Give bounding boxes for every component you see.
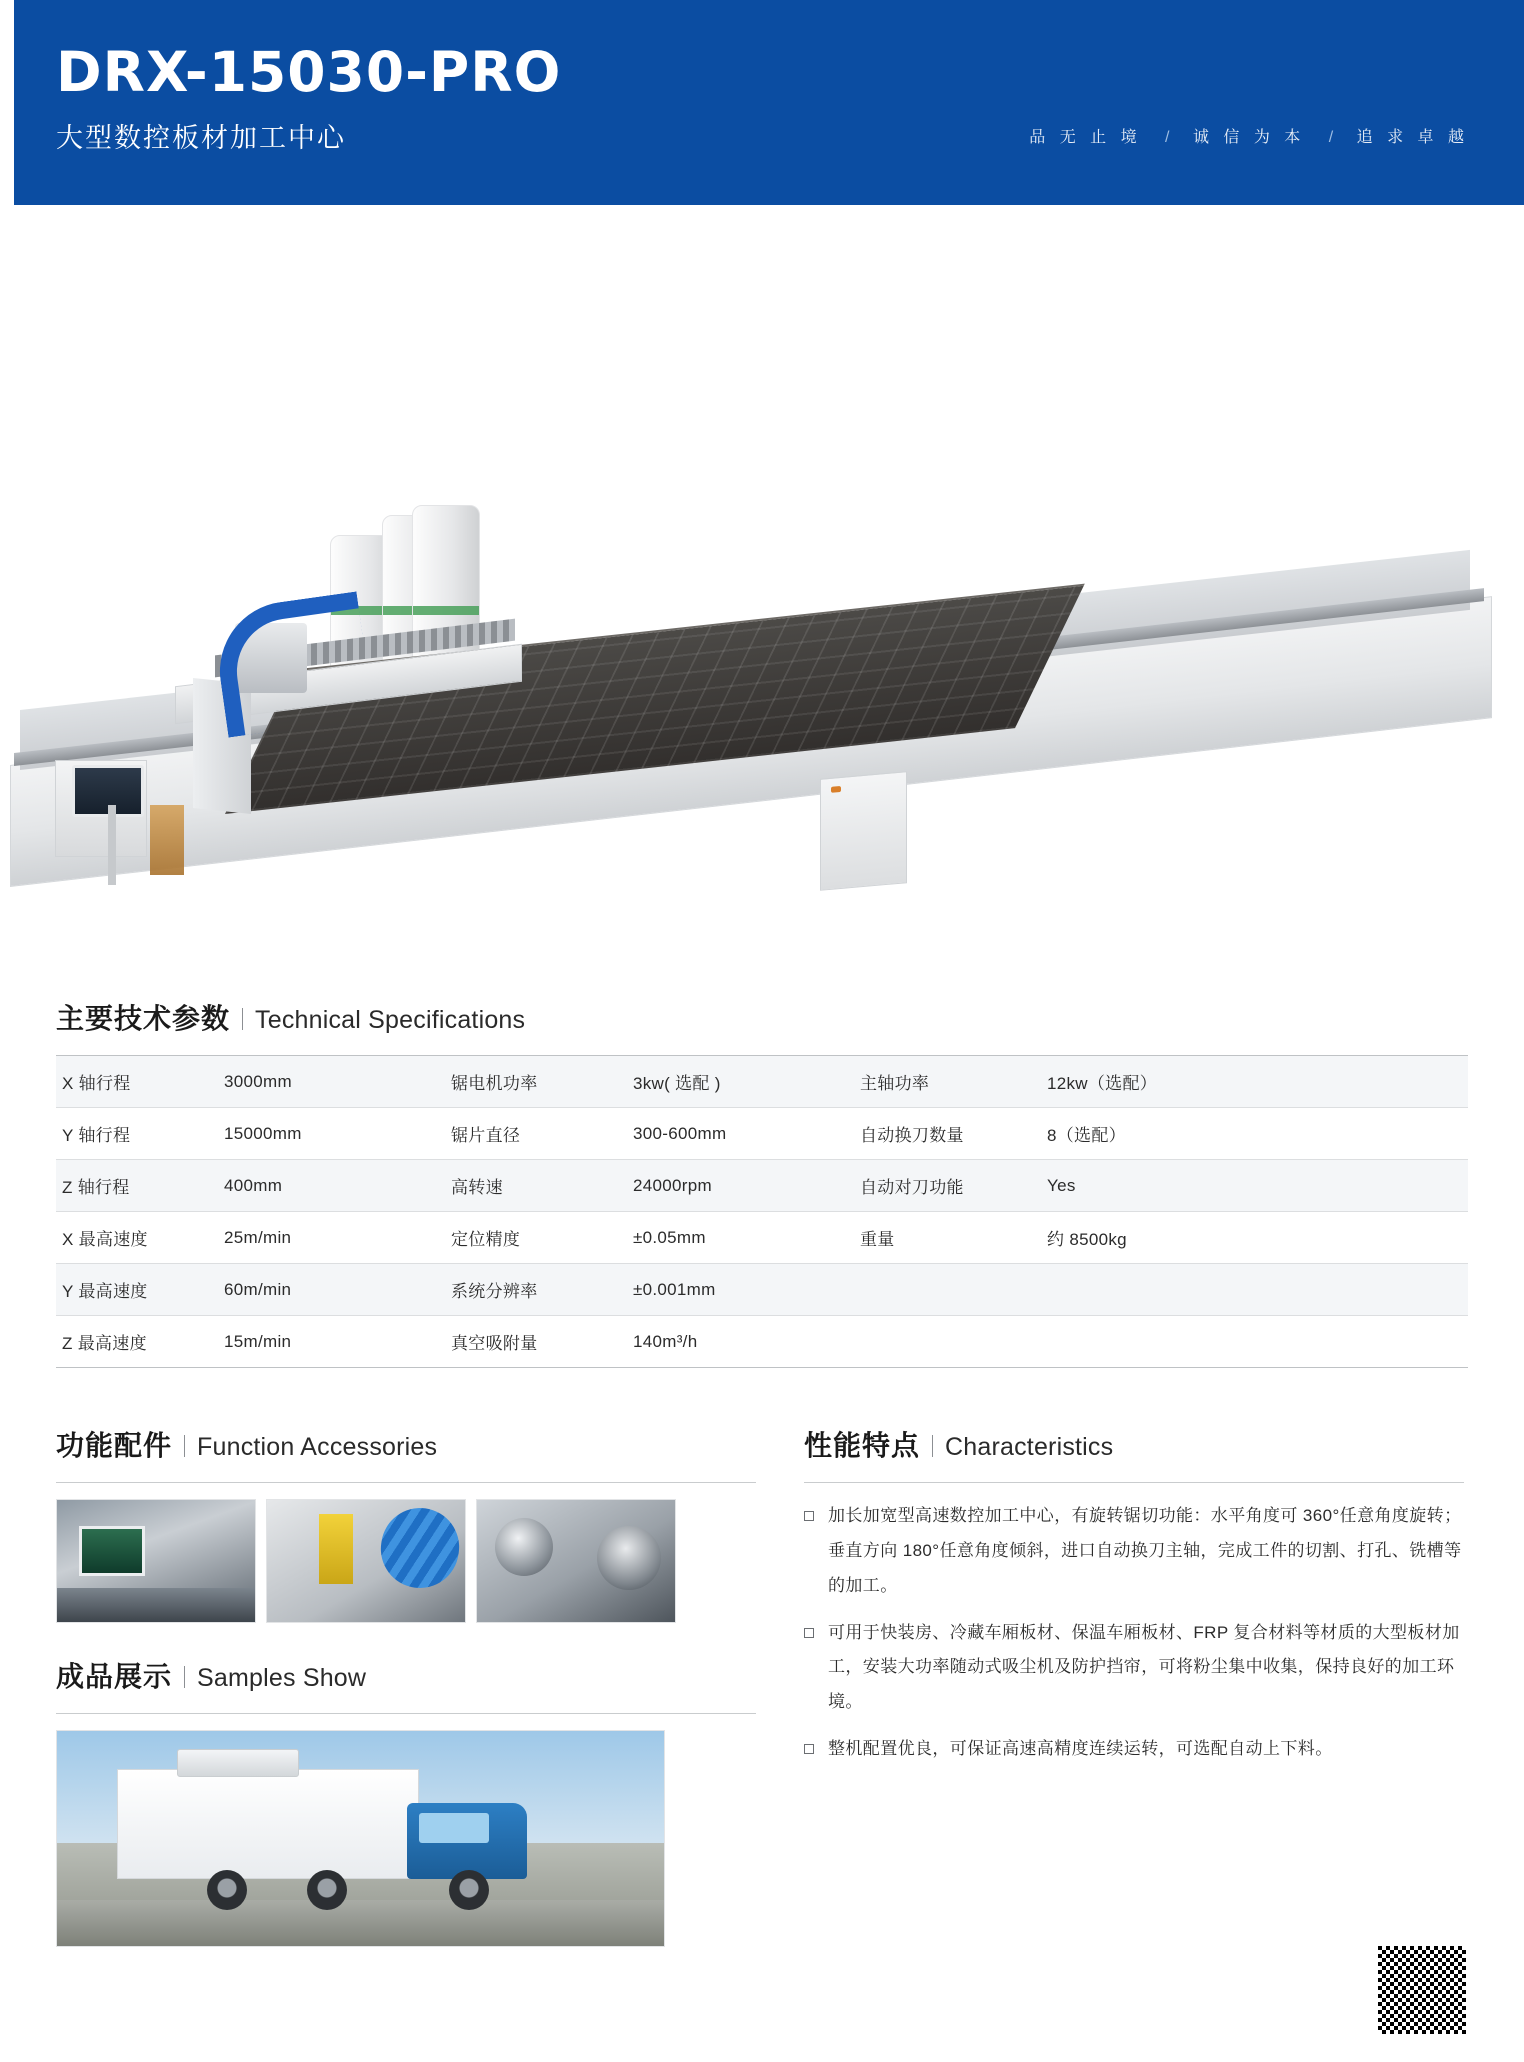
list-item bbox=[804, 1499, 1464, 1604]
amber-panel bbox=[150, 805, 184, 875]
slogan-part-3: 追 求 卓 越 bbox=[1356, 128, 1469, 146]
electrical-cabinet bbox=[820, 771, 907, 891]
spec-key: 锯电机功率 bbox=[451, 1074, 538, 1093]
samples-heading-en: Samples Show bbox=[197, 1664, 367, 1692]
accessories-heading bbox=[56, 1424, 756, 1464]
slogan-part-2: 诚 信 为 本 bbox=[1192, 128, 1306, 146]
accessory-thumbnail-tool-holders bbox=[476, 1499, 676, 1623]
list-item-text: 加长加宽型高速数控加工中心，有旋转锯切功能：水平角度可 360°任意角度旋转；垂直方向 180°任意角度倾斜，进口自动换刀主轴，完成工件的切割、打孔、铣槽等的加工。 bbox=[828, 1506, 1462, 1595]
spec-value: 约 8500kg bbox=[1047, 1230, 1127, 1249]
accessories-rule bbox=[56, 1482, 756, 1483]
heading-divider bbox=[184, 1435, 185, 1457]
page-subtitle: 大型数控板材加工中心 bbox=[56, 122, 346, 153]
truck-wheel bbox=[207, 1870, 247, 1910]
spec-value: 12kw（选配） bbox=[1047, 1074, 1158, 1093]
spec-value: 15m/min bbox=[224, 1331, 292, 1351]
spec-key: Y 最高速度 bbox=[62, 1282, 148, 1301]
spec-key: Z 最高速度 bbox=[62, 1334, 147, 1353]
table-row bbox=[56, 1316, 1468, 1368]
accessory-thumbnail-dust-hose bbox=[266, 1499, 466, 1623]
dust-extraction-hose bbox=[211, 591, 374, 737]
spec-key: 系统分辨率 bbox=[451, 1282, 538, 1301]
specifications-heading bbox=[56, 997, 1468, 1037]
machine-gantry bbox=[175, 505, 520, 700]
truck-cab bbox=[407, 1803, 527, 1879]
samples-heading bbox=[56, 1655, 756, 1695]
table-row bbox=[56, 1160, 1468, 1212]
sample-ground bbox=[57, 1900, 664, 1946]
spec-value: 3kw( 选配 ) bbox=[633, 1074, 721, 1093]
truck-wheel bbox=[449, 1870, 489, 1910]
specifications-table bbox=[56, 1055, 1468, 1368]
table-row bbox=[56, 1264, 1468, 1316]
company-slogan bbox=[1029, 124, 1524, 161]
specifications-heading-cn: 主要技术参数 bbox=[56, 1003, 231, 1034]
accessories-thumbnails bbox=[56, 1499, 756, 1623]
spec-key: Z 轴行程 bbox=[62, 1178, 130, 1197]
qr-code-icon[interactable] bbox=[1376, 1944, 1468, 2036]
characteristics-heading-en: Characteristics bbox=[945, 1433, 1114, 1461]
slogan-part-1: 品 无 止 境 bbox=[1029, 128, 1142, 146]
right-column bbox=[804, 1392, 1464, 1947]
slogan-separator-2: / bbox=[1328, 128, 1334, 146]
spec-value: 400mm bbox=[224, 1175, 283, 1195]
spec-key: 重量 bbox=[860, 1230, 895, 1249]
spec-key: 自动对刀功能 bbox=[860, 1178, 964, 1197]
slogan-separator-1: / bbox=[1165, 128, 1170, 146]
sample-truck-image bbox=[56, 1730, 665, 1947]
samples-rule bbox=[56, 1713, 756, 1714]
product-hero-image bbox=[0, 205, 1524, 965]
square-bullet-icon bbox=[804, 1744, 814, 1754]
spec-key: 定位精度 bbox=[451, 1230, 521, 1249]
spec-key: 高转速 bbox=[451, 1178, 503, 1197]
spec-value: ±0.001mm bbox=[633, 1279, 716, 1299]
characteristics-list bbox=[804, 1499, 1464, 1767]
bottom-columns bbox=[56, 1392, 1468, 1947]
spec-value: 300-600mm bbox=[633, 1123, 727, 1143]
left-column bbox=[56, 1392, 756, 1947]
spec-key: Y 轴行程 bbox=[62, 1126, 131, 1145]
control-pedestal bbox=[108, 805, 116, 885]
list-item-text: 整机配置优良，可保证高速高精度连续运转，可选配自动上下料。 bbox=[828, 1739, 1333, 1759]
spec-key: 真空吸附量 bbox=[451, 1334, 538, 1353]
header-title-group bbox=[56, 40, 562, 161]
heading-divider bbox=[932, 1435, 933, 1457]
characteristics-heading bbox=[804, 1424, 1464, 1464]
spec-value: 15000mm bbox=[224, 1123, 302, 1143]
accessories-heading-cn: 功能配件 bbox=[56, 1430, 173, 1461]
square-bullet-icon bbox=[804, 1511, 814, 1521]
page-header bbox=[0, 0, 1524, 205]
accessories-heading-en: Function Accessories bbox=[197, 1433, 438, 1461]
table-row bbox=[56, 1108, 1468, 1160]
spec-value bbox=[1041, 1316, 1468, 1368]
samples-heading-cn: 成品展示 bbox=[56, 1661, 173, 1692]
spec-value: Yes bbox=[1047, 1175, 1076, 1195]
list-item bbox=[804, 1732, 1464, 1767]
spec-key: X 轴行程 bbox=[62, 1074, 131, 1093]
characteristics-heading-cn: 性能特点 bbox=[804, 1430, 921, 1461]
list-item-text: 可用于快装房、冷藏车厢板材、保温车厢板材、FRP 复合材料等材质的大型板材加工，安装大功率随动式吸尘机及防护挡帘，可将粉尘集中收集，保持良好的加工环境。 bbox=[828, 1622, 1460, 1712]
truck-cooling-unit bbox=[177, 1749, 299, 1777]
accessory-thumbnail-control-panel bbox=[56, 1499, 256, 1623]
spec-value: 3000mm bbox=[224, 1071, 292, 1091]
spec-key: 主轴功率 bbox=[860, 1074, 930, 1093]
square-bullet-icon bbox=[804, 1628, 814, 1638]
specifications-section bbox=[0, 997, 1524, 1947]
spec-key bbox=[854, 1264, 1041, 1316]
spec-value bbox=[1041, 1264, 1468, 1316]
spec-key: 锯片直径 bbox=[451, 1126, 521, 1145]
truck-refrigerated-body bbox=[117, 1769, 419, 1879]
spec-value: ±0.05mm bbox=[633, 1227, 706, 1247]
spec-value: 24000rpm bbox=[633, 1175, 712, 1195]
spec-value: 8（选配） bbox=[1047, 1126, 1126, 1145]
page-title: DRX-15030-PRO bbox=[56, 40, 562, 105]
spec-key: 自动换刀数量 bbox=[860, 1126, 964, 1145]
characteristics-rule bbox=[804, 1482, 1464, 1483]
machine-illustration bbox=[0, 205, 1524, 965]
spec-value: 60m/min bbox=[224, 1279, 292, 1299]
table-row bbox=[56, 1212, 1468, 1264]
truck-wheel bbox=[307, 1870, 347, 1910]
spec-key: X 最高速度 bbox=[62, 1230, 148, 1249]
spec-value: 25m/min bbox=[224, 1227, 292, 1247]
table-row bbox=[56, 1056, 1468, 1108]
spec-key bbox=[854, 1316, 1041, 1368]
heading-divider bbox=[184, 1666, 185, 1688]
list-item bbox=[804, 1616, 1464, 1721]
spec-value: 140m³/h bbox=[633, 1331, 698, 1351]
heading-divider bbox=[242, 1008, 243, 1030]
specifications-heading-en: Technical Specifications bbox=[255, 1006, 526, 1034]
header-left-accent-bar bbox=[0, 0, 14, 205]
